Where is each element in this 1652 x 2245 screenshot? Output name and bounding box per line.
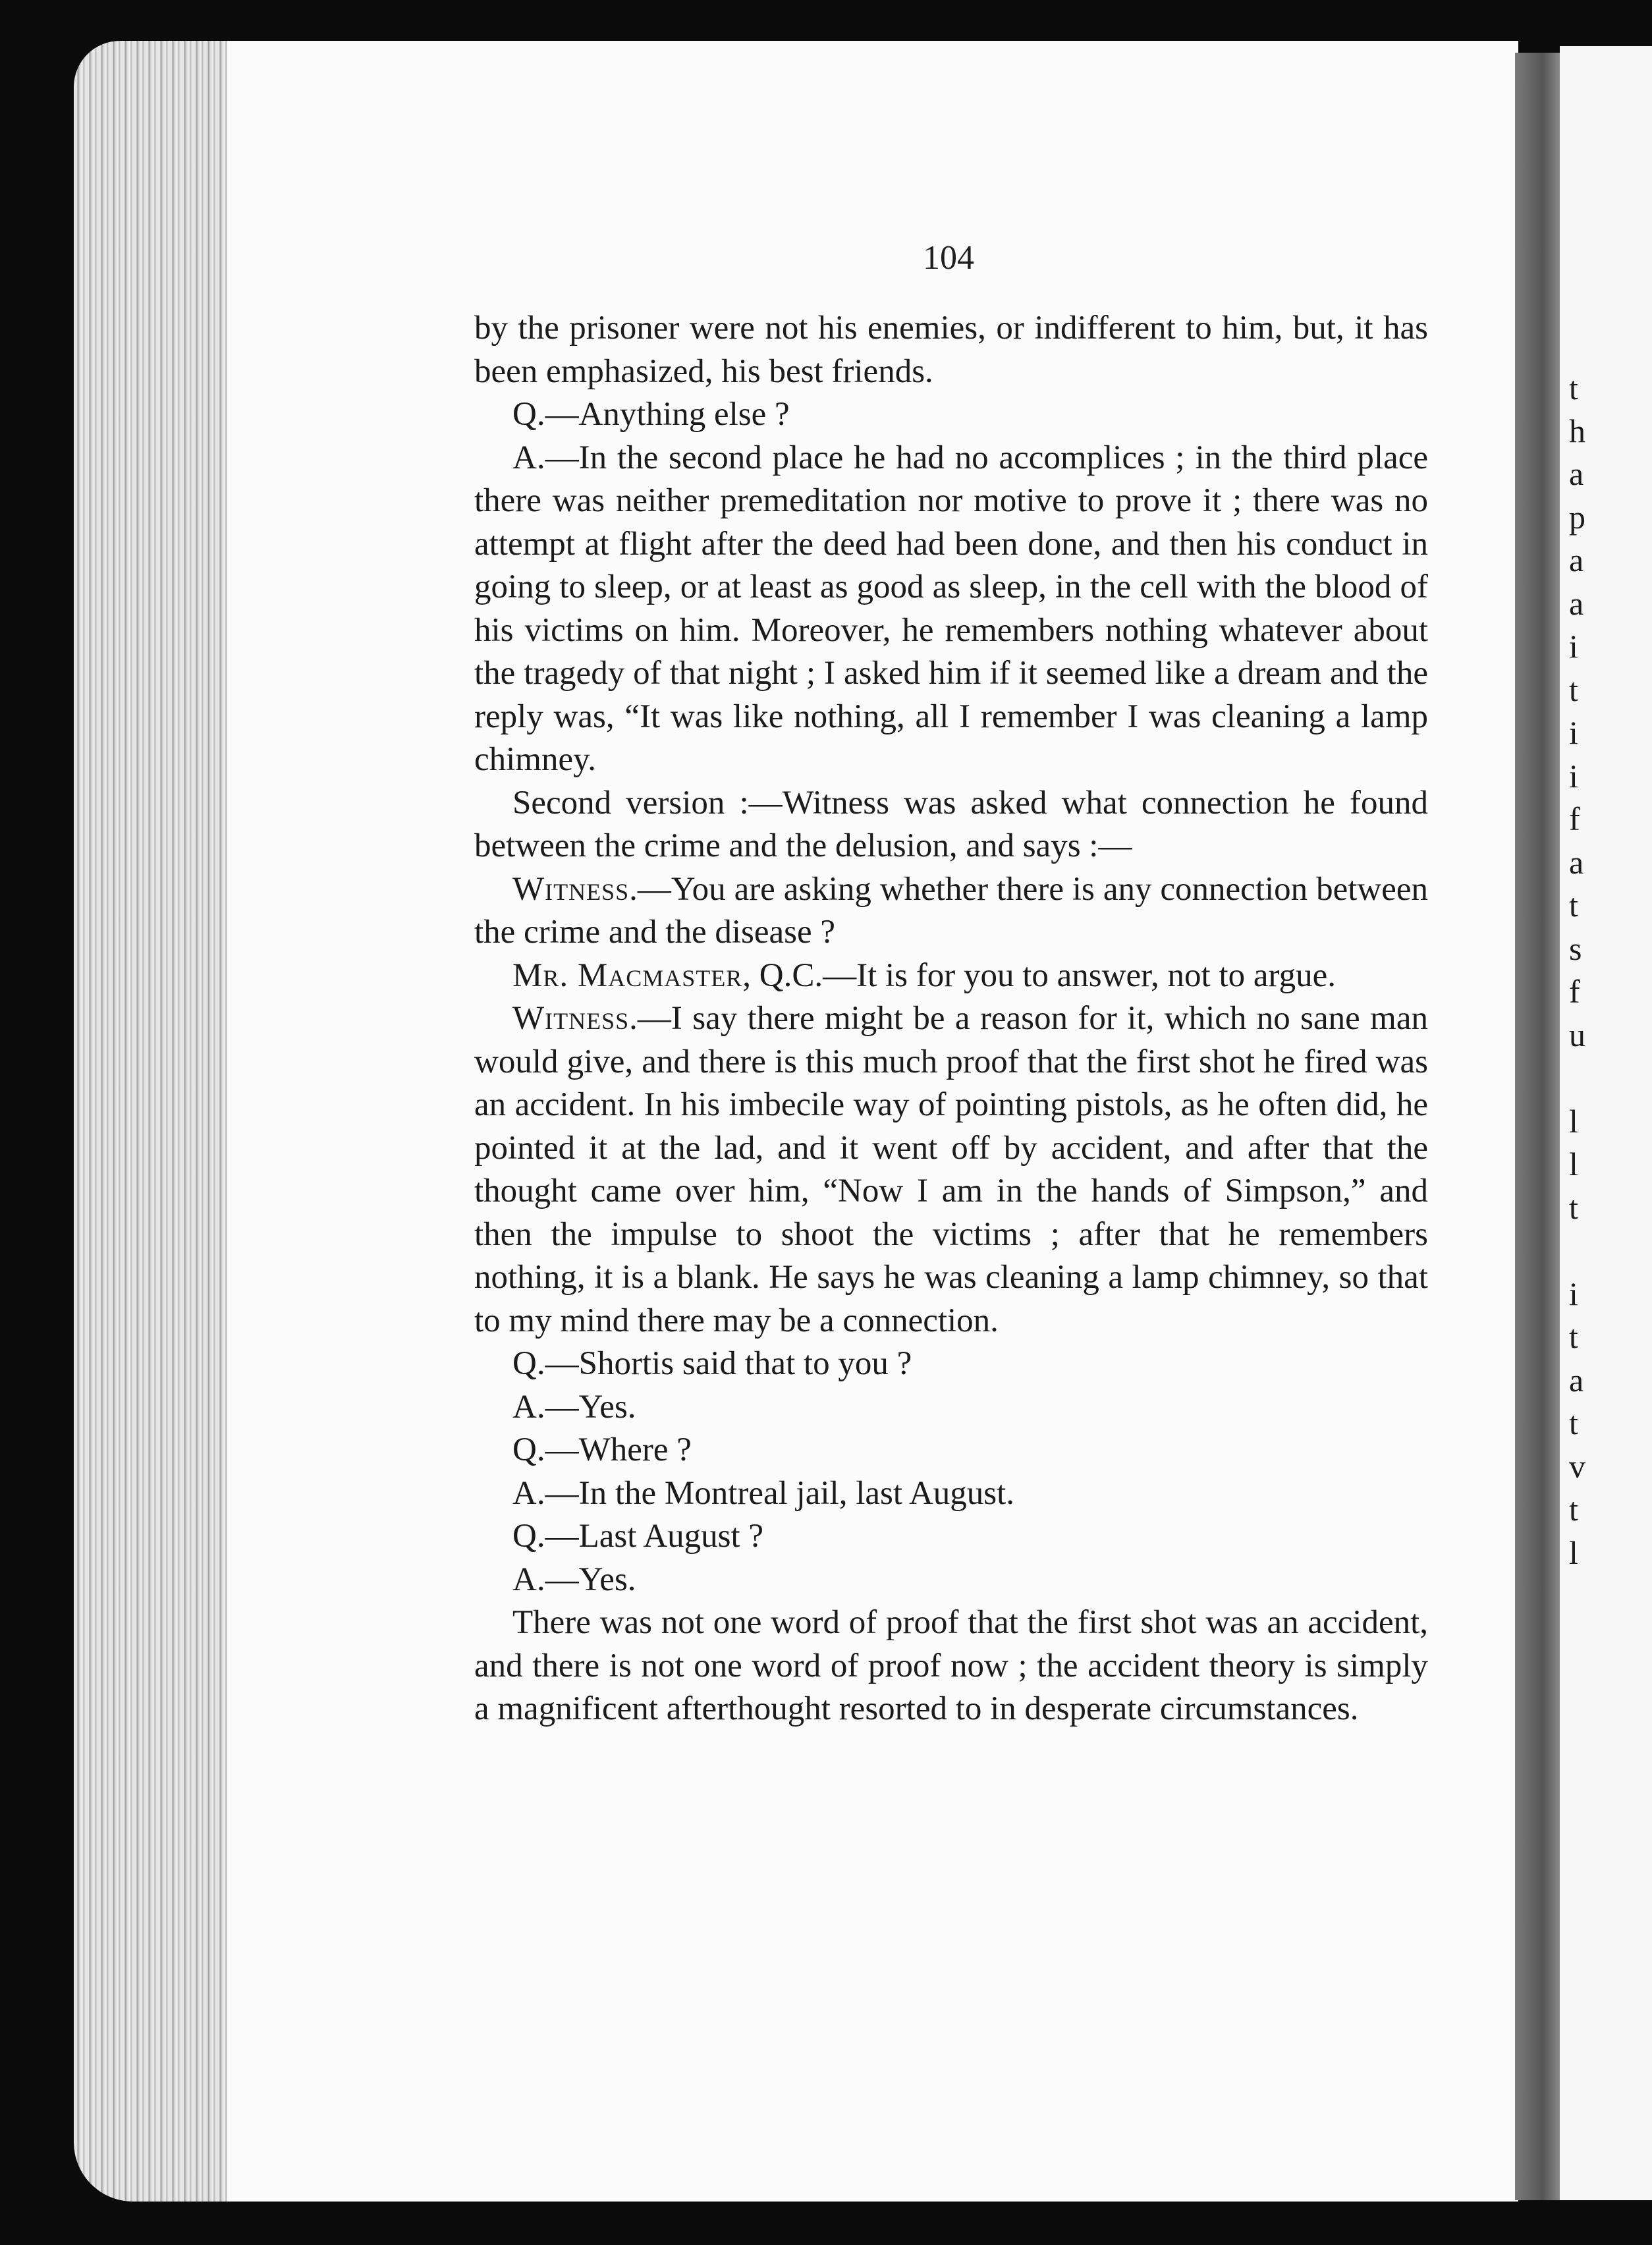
paragraph-text: , Q.C.—It is for you to answer, not to argue. bbox=[742, 956, 1336, 994]
paragraph: A.—In the second place he had no accomplices ; in the third place there was neither premeditation nor motive to prove it ; there was no attempt at flight after the deed had been done, and then his conduct in going to sleep, or at least as good as sleep, in the cell with the blood of his victims on him. Moreover, he remembers nothing whatever about the tragedy of that night ; I asked him if it seemed like a dream and the reply was, “It was like nothing, all I remember I was cleaning a lamp chimney. bbox=[474, 439, 1428, 778]
paragraph bbox=[474, 868, 1428, 955]
facing-page-letter: u bbox=[1569, 1016, 1585, 1053]
paragraph bbox=[474, 997, 1428, 1343]
paragraph: A.—Yes. bbox=[512, 1561, 636, 1598]
facing-page-letter: t bbox=[1569, 1404, 1578, 1441]
facing-page-letter: t bbox=[1569, 370, 1578, 406]
facing-page-letter: a bbox=[1569, 585, 1584, 622]
paragraph bbox=[474, 955, 1428, 998]
facing-page-letter: f bbox=[1569, 800, 1580, 837]
speaker-name: Witness bbox=[512, 1000, 630, 1037]
paragraph: Second version :—Witness was asked what connection he found between the crime and the delusion, and says :— bbox=[474, 784, 1428, 864]
speaker-name: Witness bbox=[512, 870, 630, 908]
paragraph-text: .—I say there might be a reason for it, which no sane man would give, and there is this much proof that the first shot he fired was an accident. In his imbecile way of pointing pistols, as he often did, he pointed it at the lad, and it went off by accident, and after that the thought came over him, “Now I am in the hands of Simpson,” and then the impulse to shoot the victims ; after that he remembers nothing, it is a blank. He says he was cleaning a lamp chimney, so that to my mind there may be a connection. bbox=[474, 1000, 1428, 1339]
facing-page-letter: i bbox=[1569, 758, 1578, 794]
paragraph: Q.—Where ? bbox=[512, 1431, 692, 1468]
paragraph: A.—Yes. bbox=[512, 1388, 636, 1426]
paragraph: A.—In the Montreal jail, last August. bbox=[512, 1474, 1015, 1512]
facing-page-letter: a bbox=[1569, 541, 1584, 578]
paragraph: Q.—Anything else ? bbox=[512, 396, 790, 433]
facing-page-letter: t bbox=[1569, 1491, 1578, 1528]
paragraph: There was not one word of proof that the first shot was an accident, and there is not one word of proof now ; the accident theory is simply a magnificent afterthought resorted to in desperate circumstances. bbox=[474, 1604, 1428, 1727]
facing-page-letter: l bbox=[1569, 1534, 1578, 1571]
paragraph-text: .—You are asking whether there is any connection between the crime and the disease ? bbox=[474, 870, 1428, 951]
binding-gutter-shadow bbox=[1515, 53, 1561, 2200]
facing-page-letter: s bbox=[1569, 930, 1582, 967]
facing-page-letter: l bbox=[1569, 1103, 1578, 1140]
paragraph: Q.—Last August ? bbox=[512, 1518, 764, 1555]
facing-page-letter: p bbox=[1569, 499, 1585, 536]
facing-page-letter: t bbox=[1569, 887, 1578, 924]
facing-page-strip bbox=[1560, 46, 1652, 2200]
facing-page-letter: t bbox=[1569, 1318, 1578, 1355]
paragraph: Q.—Shortis said that to you ? bbox=[512, 1345, 912, 1382]
facing-page-letter: i bbox=[1569, 1275, 1578, 1312]
facing-page-letter: t bbox=[1569, 1189, 1578, 1226]
book-page-edges bbox=[74, 41, 238, 2202]
facing-page-letter: a bbox=[1569, 1362, 1584, 1399]
facing-page-letter: f bbox=[1569, 973, 1580, 1010]
facing-page-letter: a bbox=[1569, 455, 1584, 492]
page-number: 104 bbox=[923, 239, 974, 277]
facing-page-letter: t bbox=[1569, 671, 1578, 708]
facing-page-letter: a bbox=[1569, 844, 1584, 881]
facing-page-letter: l bbox=[1569, 1146, 1578, 1182]
speaker-name: Mr. Macmaster bbox=[512, 956, 743, 994]
facing-page-letter: i bbox=[1569, 714, 1578, 751]
facing-page-letter: i bbox=[1569, 628, 1578, 665]
page-body-text bbox=[474, 307, 1428, 1731]
facing-page-letter: h bbox=[1569, 412, 1585, 449]
facing-page-letter: v bbox=[1569, 1448, 1585, 1485]
paragraph: by the prisoner were not his enemies, or indifferent to him, but, it has been emphasized, his best friends. bbox=[474, 310, 1428, 390]
